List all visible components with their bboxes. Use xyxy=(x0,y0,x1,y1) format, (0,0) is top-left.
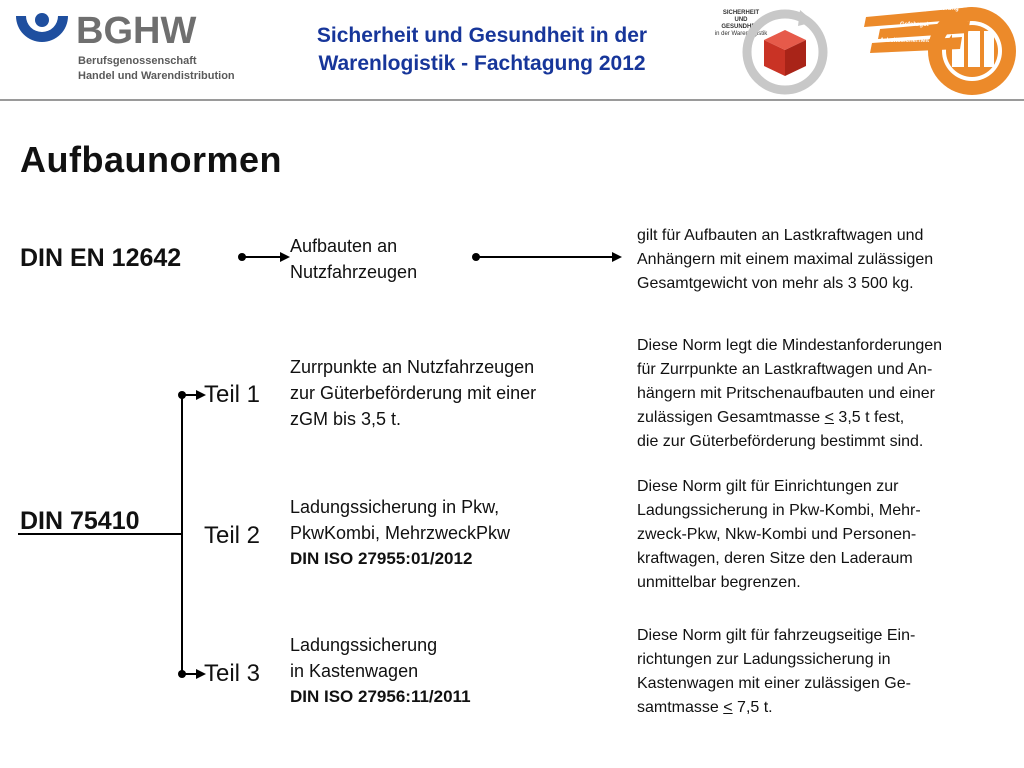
part-3-label: Teil 3 xyxy=(204,660,261,687)
part-1-desc-line-2: für Zurrpunkte an Lastkraftwagen und An- xyxy=(637,361,933,378)
din-en-subject xyxy=(290,233,417,285)
part-2-subject xyxy=(290,494,510,572)
din-en-description xyxy=(637,224,933,296)
connector-arrow-icon xyxy=(236,248,292,266)
connector-arrow-icon xyxy=(470,248,626,266)
part-2-desc-line-1: Diese Norm gilt für Einrichtungen zur xyxy=(637,478,899,495)
sgw-line-1: SICHERHEIT xyxy=(722,10,760,16)
part-1-desc-le-sign: < xyxy=(824,409,834,426)
part-2-subject-line-2: PkwKombi, MehrzweckPkw xyxy=(290,523,511,543)
part-3-desc-text: samtmasse xyxy=(637,699,724,716)
part-1-desc-line-3: hängern mit Pritschenaufbauten und einer xyxy=(637,385,935,402)
part-3-desc-value: 7,5 t. xyxy=(732,699,773,716)
part-1-subject-line-1: Zurrpunkte an Nutzfahrzeugen xyxy=(290,357,535,377)
sgw-cube-logo-icon xyxy=(740,4,830,96)
seminar-banner-2: Gefahrgut xyxy=(900,22,929,28)
part-3-subject-line-2: in Kastenwagen xyxy=(290,661,419,681)
part-2-label: Teil 2 xyxy=(204,522,261,549)
part-2-subject-line-1: Ladungssicherung in Pkw, xyxy=(290,497,500,517)
event-title-line-2: Warenlogistik - Fachtagung 2012 xyxy=(318,52,646,75)
org-line-1: Berufsgenossenschaft xyxy=(78,55,197,67)
sgw-line-3: GESUNDHEIT xyxy=(721,24,761,30)
part-1-subject-line-3: zGM bis 3,5 t. xyxy=(290,409,402,429)
part-1-label: Teil 1 xyxy=(204,381,261,408)
seminar-banner-3: Arbeitssicherheit xyxy=(880,38,930,44)
org-full-name xyxy=(78,54,235,84)
part-2-description xyxy=(637,475,921,595)
header-divider xyxy=(0,99,1024,101)
part-3-subject xyxy=(290,632,471,710)
din-en-subject-line-2: Nutzfahrzeugen xyxy=(290,262,418,282)
part-3-desc-le-sign: < xyxy=(723,699,733,716)
din-75410-code: DIN 75410 xyxy=(20,507,140,535)
part-1-desc-line-1: Diese Norm legt die Mindestanforderungen xyxy=(637,337,943,354)
part-1-desc-text: zulässigen Gesamtmasse xyxy=(637,409,825,426)
event-title xyxy=(262,22,702,78)
part-1-subject xyxy=(290,354,536,432)
part-1-desc-value: 3,5 t fest, xyxy=(833,409,905,426)
din-en-desc-line-3: Gesamtgewicht von mehr als 3 500 kg. xyxy=(637,275,914,292)
din-en-desc-line-2: Anhängern mit einem maximal zulässigen xyxy=(637,251,934,268)
part-1-subject-line-2: zur Güterbeförderung mit einer xyxy=(290,383,537,403)
din-75410-tree-connector xyxy=(16,380,212,690)
part-2-standard: DIN ISO 27955:01/2012 xyxy=(290,549,473,568)
slide-title: Aufbaunormen xyxy=(20,139,282,180)
part-3-description xyxy=(637,624,915,720)
part-3-desc-line-4 xyxy=(637,696,915,720)
part-1-description xyxy=(637,334,942,454)
din-en-subject-line-1: Aufbauten an xyxy=(290,236,398,256)
part-3-desc-line-2: richtungen zur Ladungssicherung in xyxy=(637,651,891,668)
org-line-2: Handel und Warendistribution xyxy=(78,70,235,82)
part-3-desc-line-3: Kastenwagen mit einer zulässigen Ge- xyxy=(637,675,911,692)
part-3-desc-line-1: Diese Norm gilt für fahrzeugseitige Ein- xyxy=(637,627,916,644)
din-en-code: DIN EN 12642 xyxy=(20,244,182,272)
part-3-subject-line-1: Ladungssicherung xyxy=(290,635,438,655)
bghw-logo-icon xyxy=(12,12,72,54)
sgw-line-2: UND xyxy=(734,17,748,23)
org-short-name: BGHW xyxy=(76,10,197,52)
part-1-desc-line-5: die zur Güterbeförderung bestimmt sind. xyxy=(637,433,924,450)
seminar-logo-icon xyxy=(862,3,1022,99)
part-1-desc-line-4 xyxy=(637,406,942,430)
sgw-line-4: in der Warenlogistik xyxy=(714,31,768,37)
part-2-desc-line-4: kraftwagen, deren Sitze den Laderaum xyxy=(637,550,913,567)
event-title-line-1: Sicherheit und Gesundheit in der xyxy=(316,24,648,47)
header xyxy=(0,0,1024,100)
part-2-desc-line-2: Ladungssicherung in Pkw-Kombi, Mehr- xyxy=(637,502,921,519)
seminar-banner-1: Ladungssicherung xyxy=(905,6,959,12)
part-2-desc-line-3: zweck-Pkw, Nkw-Kombi und Personen- xyxy=(637,526,917,543)
part-2-desc-line-5: unmittelbar begrenzen. xyxy=(637,574,801,591)
din-en-desc-line-1: gilt für Aufbauten an Lastkraftwagen und xyxy=(637,227,924,244)
part-3-standard: DIN ISO 27956:11/2011 xyxy=(290,687,471,706)
